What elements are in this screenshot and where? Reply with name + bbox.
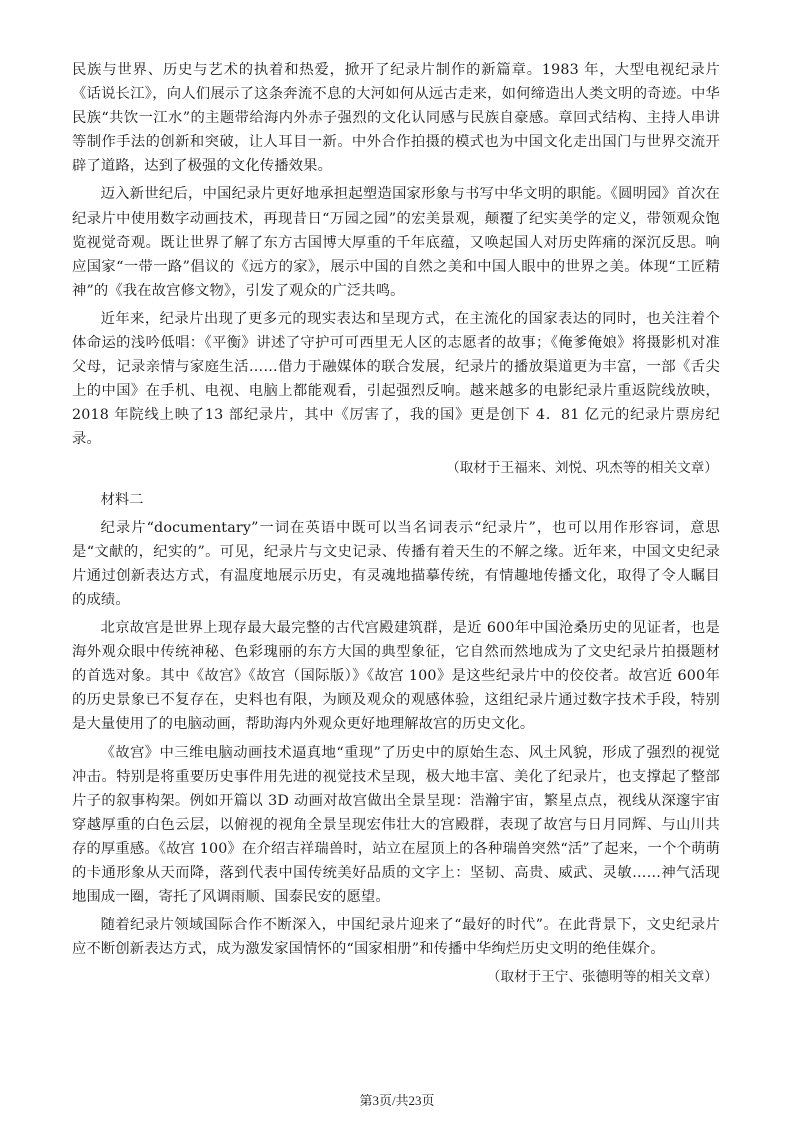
paragraph-2-2: 北京故宫是世界上现存最大最完整的古代宫殿建筑群，是近 600年中国沧桑历史的见证者，也是海外观众眼中传统神秘、色彩瑰丽的东方大国的典型象征，它自然而然地成为了文史纪录片拍摄题材的首选对象。其中《故宫》《故宫（国际版）》《故宫 100》是这些纪录片中的佼佼者。故宫近 600年的历史景象已不复存在，史料也有限，为顾及观众的观感体验，这组纪录片通过数字技术手段，特别是大量使用了的电脑动画，帮助海内外观众更好地理解故宫的历史文化。 xyxy=(72,620,720,733)
paragraph-1-1: 民族与世界、历史与艺术的执着和热爱，掀开了纪录片制作的新篇章。1983 年，大型电视纪录片《话说长江》，向人们展示了这条奔流不息的大河如何从远古走来，如何缔造出人类文明的奇迹。中华民族“共饮一江水”的主题带给海内外赤子强烈的文化认同感与民族自豪感。章回式结构、主持人串讲等制作手法的创新和突破，让人耳目一新。中外合作拍摄的模式也为中国文化走出国门与世界交流开辟了道路，达到了极强的文化传播效果。 xyxy=(72,62,720,175)
paragraph-2-3: 《故宫》中三维电脑动画技术逼真地“重现”了历史中的原始生态、风土风貌，形成了强烈的视觉冲击。特别是将重要历史事件用先进的视觉技术呈现，极大地丰富、美化了纪录片，也支撑起了整部片子的叙事构架。例如开篇以 3D 动画对故宫做出全景呈现：浩瀚宇宙，繁星点点，视线从深邃宇宙穿越厚重的白色云层，以俯视的视角全景呈现宏伟壮大的宫殿群，表现了故宫与日月同辉、与山川共存的厚重感。《故宫 100》在介绍吉祥瑞兽时，站立在屋顶上的各种瑞兽突然“活”了起来，一个个萌萌的卡通形象从天而降，落到代表中国传统美好品质的文字上：坚韧、高贵、威武、灵敏……神气活现地围成一圈，寄托了风调雨顺、国泰民安的愿望。 xyxy=(72,744,720,906)
paragraph-2-1: 纪录片“documentary”一词在英语中既可以当名词表示“纪录片”，也可以用作形容词，意思是“文献的，纪实的”。可见，纪录片与文史记录、传播有着天生的不解之缘。近年来，中国文史纪录片通过创新表达方式，有温度地展示历史，有灵魂地描摹传统，有情趣地传播文化，取得了令人瞩目的成绩。 xyxy=(72,519,720,608)
paragraph-1-3: 近年来，纪录片出现了更多元的现实表达和呈现方式，在主流化的国家表达的同时，也关注着个体命运的浅吟低唱：《平衡》讲述了守护可可西里无人区的志愿者的故事；《俺爹俺娘》将摄影机对准父母，记录亲情与家庭生活……借力于融媒体的联合发展，纪录片的播放渠道更为丰富，一部《舌尖上的中国》在手机、电视、电脑上都能观看，引起强烈反响。越来越多的电影纪录片重返院线放映，2018 年院线上映了13 部纪录片，其中《厉害了，我的国》更是创下 4．81 亿元的纪录片票房纪录。 xyxy=(72,310,720,448)
document-body xyxy=(72,58,720,989)
source-citation-1: （取材于王福来、刘悦、巩杰等的相关文章） xyxy=(446,459,718,476)
source-citation-2: （取材于王宁、张德明等的相关文章） xyxy=(486,969,718,986)
material-two-heading: 材料二 xyxy=(100,491,144,508)
paragraph-2-4: 随着纪录片领域国际合作不断深入，中国纪录片迎来了“最好的时代”。在此背景下，文史纪录片应不断创新表达方式，成为激发家国情怀的“国家相册”和传播中华绚烂历史文明的绝佳媒介。 xyxy=(72,917,720,958)
paragraph-1-2: 迈入新世纪后，中国纪录片更好地承担起塑造国家形象与书写中华文明的职能。《圆明园》首次在纪录片中使用数字动画技术，再现昔日“万园之园”的宏美景观，颠覆了纪实美学的定义，带领观众饱览视觉奇观。既让世界了解了东方古国博大厚重的千年底蕴，又唤起国人对历史阵痛的深沉反思。响应国家“一带一路”倡议的《远方的家》，展示中国的自然之美和中国人眼中的世界之美。体现“工匠精神”的《我在故宫修文物》，引发了观众的广泛共鸣。 xyxy=(72,186,720,299)
page-footer: 第3页/共23页 xyxy=(359,1093,435,1108)
